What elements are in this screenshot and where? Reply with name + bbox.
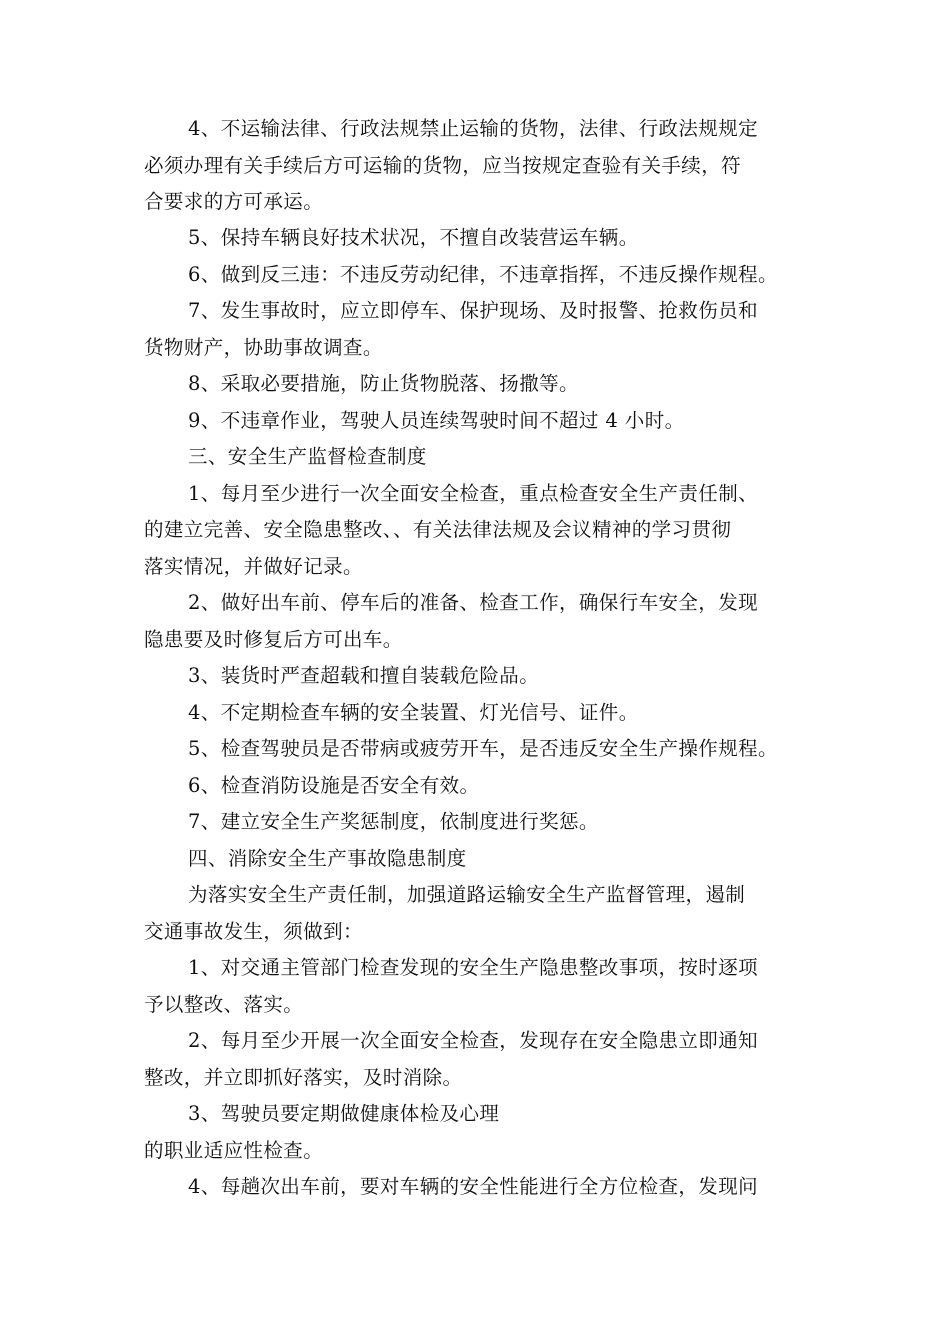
text-line: 3、装货时严查超载和擅自装载危险品。 (188, 664, 540, 687)
text-line: 6、做到反三违：不违反劳动纪律，不违章指挥，不违反操作规程。 (188, 263, 778, 286)
text-line: 整改，并立即抓好落实，及时消除。 (144, 1066, 463, 1089)
text-line: 5、检查驾驶员是否带病或疲劳开车，是否违反安全生产操作规程。 (188, 737, 778, 760)
text-line: 4、每趟次出车前，要对车辆的安全性能进行全方位检查，发现问 (188, 1175, 759, 1198)
text-line: 3、驾驶员要定期做健康体检及心理 (188, 1102, 500, 1125)
text-line: 隐患要及时修复后方可出车。 (144, 628, 403, 651)
text-line: 交通事故发生，须做到： (144, 920, 363, 943)
text-line: 必须办理有关手续后方可运输的货物，应当按规定查验有关手续，符 (144, 154, 742, 177)
text-line: 7、建立安全生产奖惩制度，依制度进行奖惩。 (188, 810, 599, 833)
text-line: 落实情况，并做好记录。 (144, 555, 363, 578)
text-line: 1、对交通主管部门检查发现的安全生产隐患整改事项，按时逐项 (188, 956, 759, 979)
text-line: 的建立完善、安全隐患整改、、有关法律法规及会议精神的学习贯彻 (144, 518, 732, 541)
text-line: 4、不运输法律、行政法规禁止运输的货物，法律、行政法规规定 (188, 117, 759, 140)
text-line: 7、发生事故时，应立即停车、保护现场、及时报警、抢救伤员和 (188, 299, 759, 322)
section-heading: 四、消除安全生产事故隐患制度 (188, 847, 467, 870)
text-line: 6、检查消防设施是否安全有效。 (188, 774, 480, 797)
text-line: 为落实安全生产责任制，加强道路运输安全生产监督管理，遏制 (188, 883, 746, 906)
text-line: 9、不违章作业，驾驶人员连续驾驶时间不超过 4 小时。 (188, 409, 685, 432)
section-heading: 三、安全生产监督检查制度 (188, 445, 427, 468)
text-line: 8、采取必要措施，防止货物脱落、扬撒等。 (188, 372, 579, 395)
text-line: 的职业适应性检查。 (144, 1139, 324, 1162)
text-line: 4、不定期检查车辆的安全装置、灯光信号、证件。 (188, 701, 639, 724)
text-line: 合要求的方可承运。 (144, 190, 324, 213)
text-line: 货物财产，协助事故调查。 (144, 336, 383, 359)
text-line: 1、每月至少进行一次全面安全检查，重点检查安全生产责任制、 (188, 482, 759, 505)
text-line: 予以整改、落实。 (144, 993, 304, 1016)
text-line: 5、保持车辆良好技术状况，不擅自改装营运车辆。 (188, 226, 639, 249)
text-line: 2、做好出车前、停车后的准备、检查工作，确保行车安全，发现 (188, 591, 759, 614)
text-line: 2、每月至少开展一次全面安全检查，发现存在安全隐患立即通知 (188, 1029, 759, 1052)
